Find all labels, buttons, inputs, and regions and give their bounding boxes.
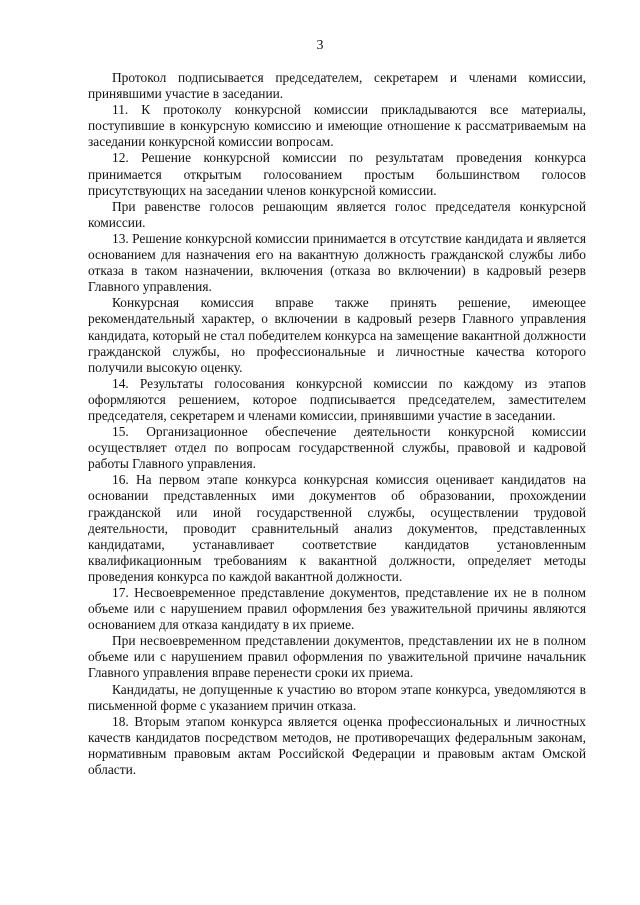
paragraph-12: 12. Решение конкурсной комиссии по результатам проведения конкурса принимается открытым голосованием простым большинством голосов присутствующих на заседании членов конкурсной комиссии. bbox=[88, 150, 586, 198]
paragraph-11: 11. К протоколу конкурсной комиссии прикладываются все материалы, поступившие в конкурсную комиссию и имеющие отношение к рассматриваемым на заседании конкурсной комиссии вопросам. bbox=[88, 102, 586, 150]
paragraph-protocol-signing: Протокол подписывается председателем, секретарем и членами комиссии, принявшими участие в заседании. bbox=[88, 70, 586, 102]
paragraph-16: 16. На первом этапе конкурса конкурсная комиссия оценивает кандидатов на основании представленных ими документов об образовании, прохождении гражданской или иной государственной службы, осуществлении трудовой деятельности, проводит сравнительный анализ документов, представленных кандидатами, устанавливает соответствие кандидатов установленным квалификационным требованиям к вакантной должности, определяет методы проведения конкурса по каждой вакантной должности. bbox=[88, 472, 586, 584]
paragraph-14: 14. Результаты голосования конкурсной комиссии по каждому из этапов оформляются решением, которое подписывается председателем, заместителем председателя, секретарем и членами комиссии, принявшими участие в заседании. bbox=[88, 375, 586, 423]
paragraph-18: 18. Вторым этапом конкурса является оценка профессиональных и личностных качеств кандидатов посредством методов, не противоречащих федеральным законам, нормативным правовым актам Российской Федерации и правовым актам Омской области. bbox=[88, 713, 586, 778]
paragraph-13-recommendation: Конкурсная комиссия вправе также принять решение, имеющее рекомендательный характер, о включении в кадровый резерв Главного управления кандидата, который не стал победителем конкурса на замещение вакантной должности гражданской службы, но профессиональные и личностные качества которого получили высокую оценку. bbox=[88, 295, 586, 375]
paragraph-17-valid-reason: При несвоевременном представлении документов, представлении их не в полном объеме или с нарушением правил оформления по уважительной причине начальник Главного управления вправе перенести сроки их приема. bbox=[88, 633, 586, 681]
page-number: 3 bbox=[316, 38, 324, 53]
paragraph-15: 15. Организационное обеспечение деятельности конкурсной комиссии осуществляет отдел по вопросам государственной службы, правовой и кадровой работы Главного управления. bbox=[88, 424, 586, 472]
paragraph-17-notification: Кандидаты, не допущенные к участию во втором этапе конкурса, уведомляются в письменной форме с указанием причин отказа. bbox=[88, 681, 586, 713]
paragraph-17: 17. Несвоевременное представление документов, представление их не в полном объеме или с нарушением правил оформления без уважительной причины являются основанием для отказа кандидату в их приеме. bbox=[88, 585, 586, 633]
document-body bbox=[88, 70, 586, 778]
paragraph-13: 13. Решение конкурсной комиссии принимается в отсутствие кандидата и является основанием для назначения его на вакантную должность гражданской службы либо отказа в таком назначении, включения (отказа во включении) в кадровый резерв Главного управления. bbox=[88, 230, 586, 295]
paragraph-12-tie-vote: При равенстве голосов решающим является голос председателя конкурсной комиссии. bbox=[88, 198, 586, 230]
